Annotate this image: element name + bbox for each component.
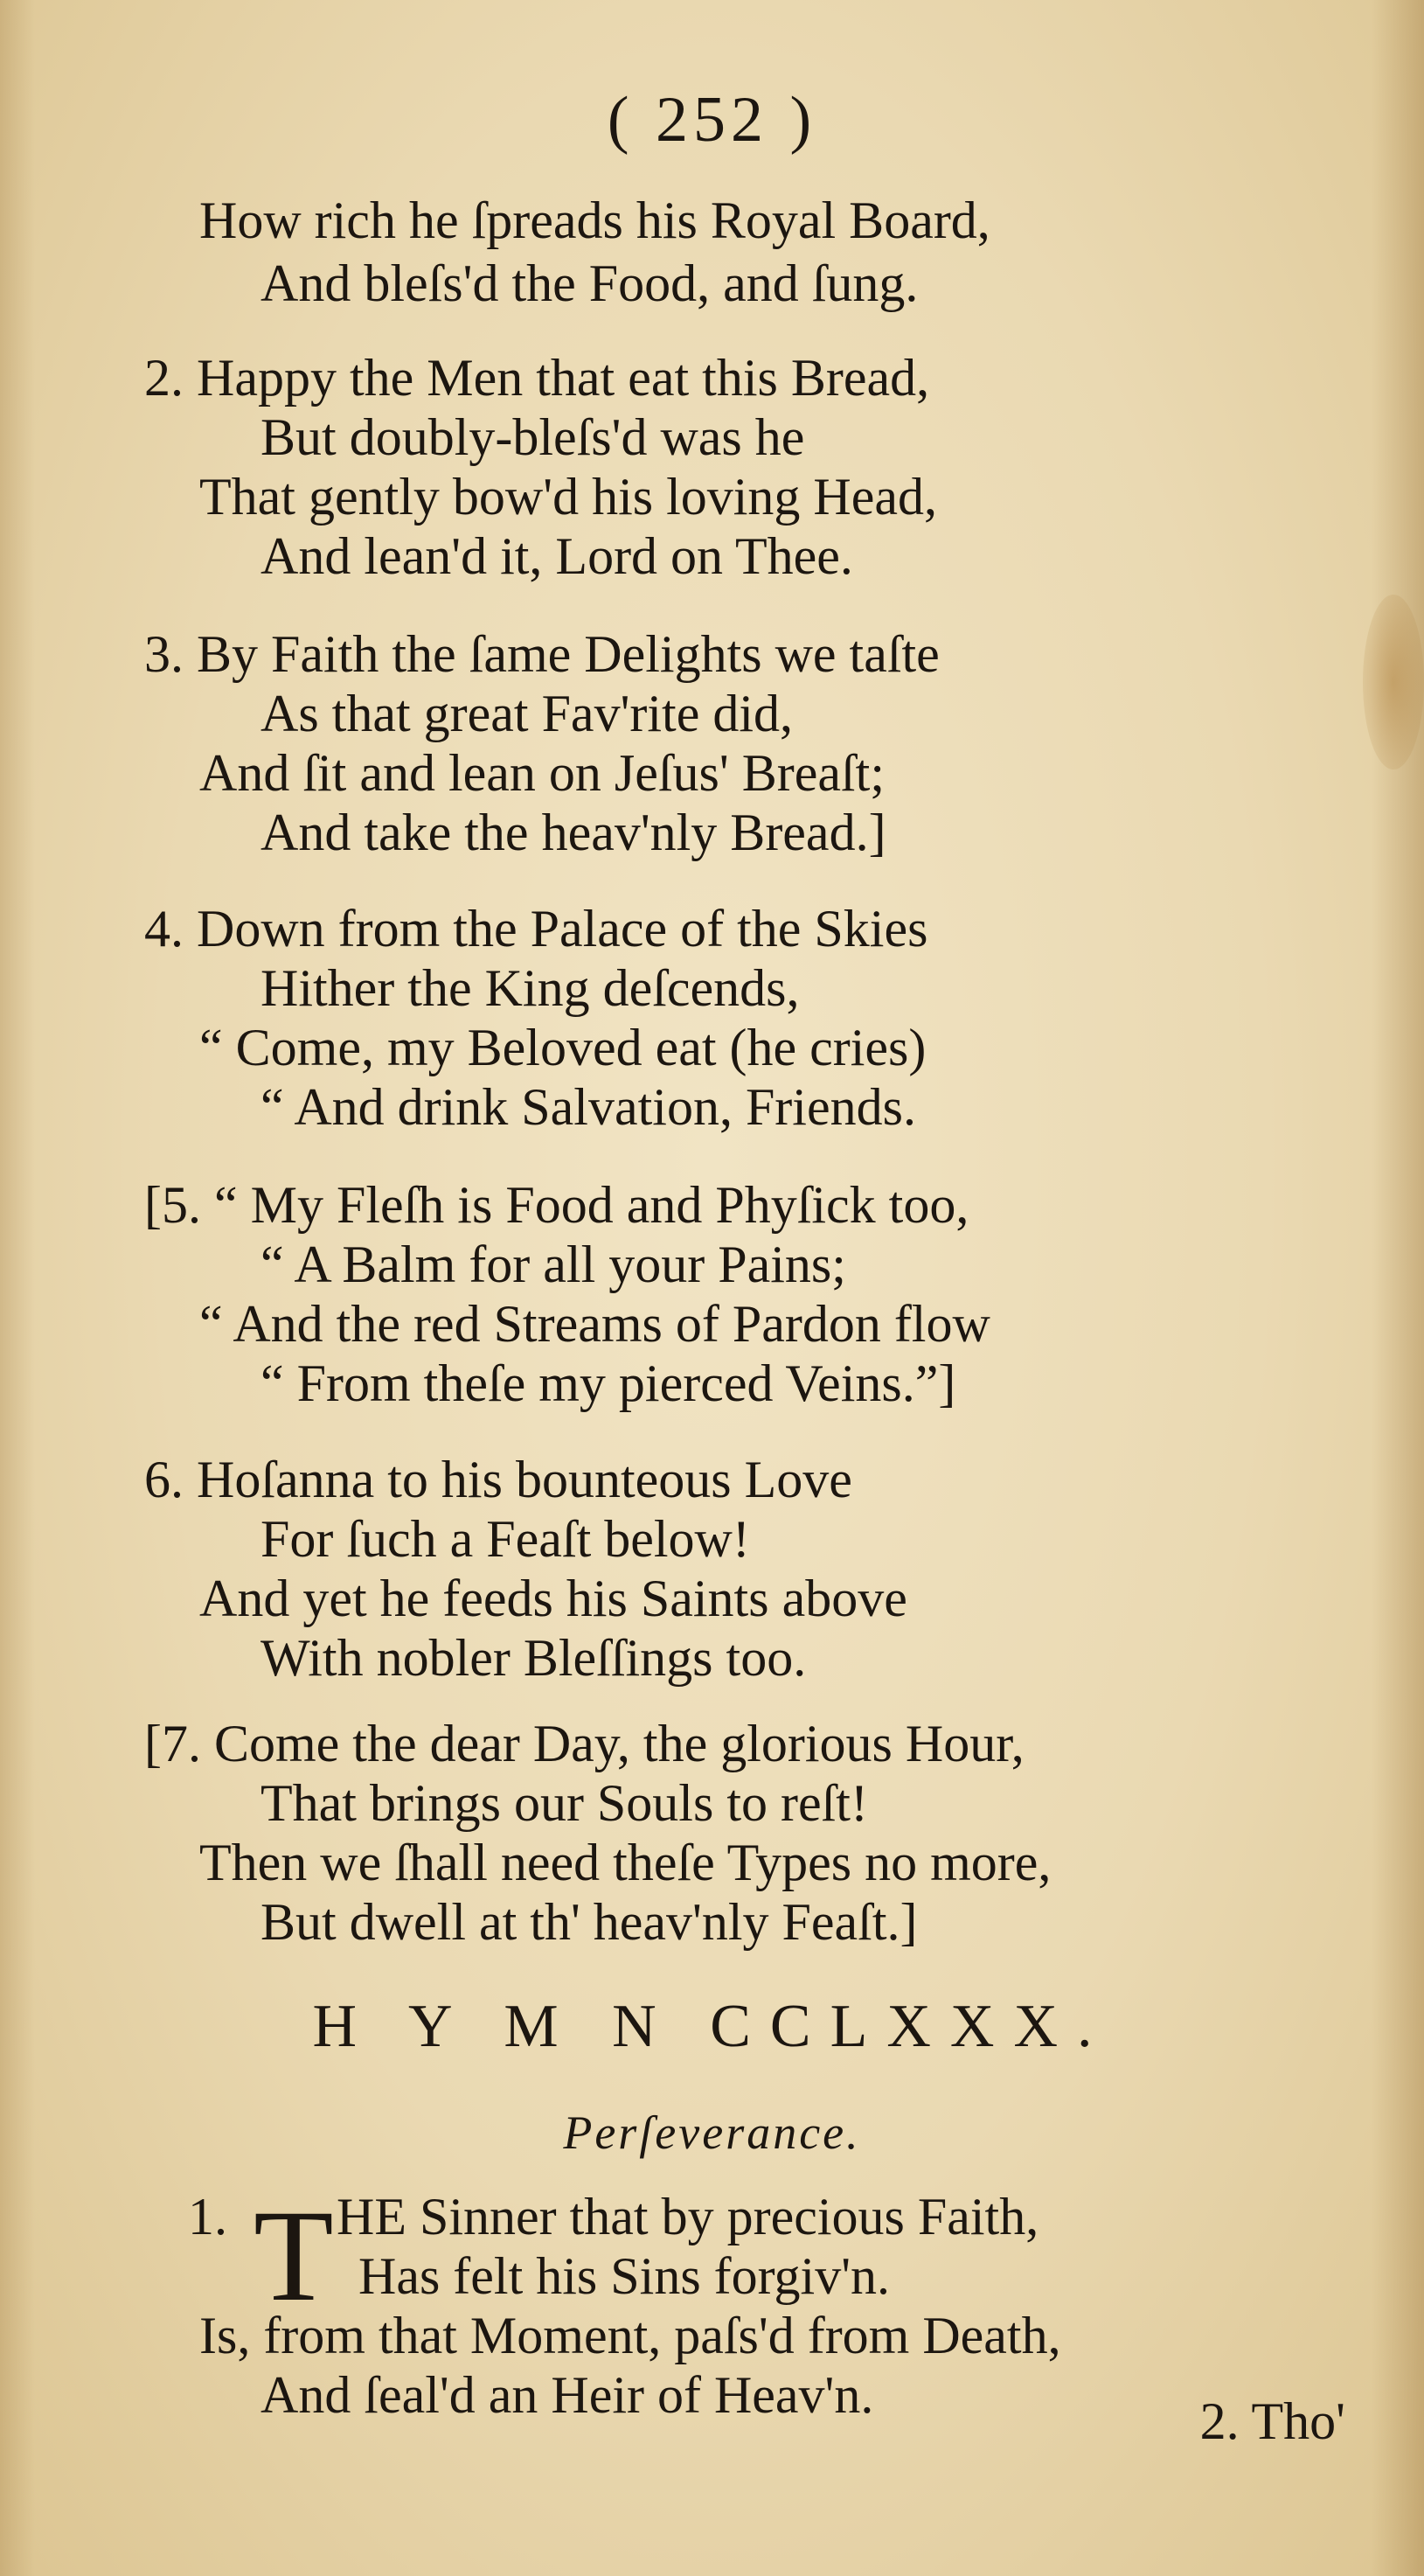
verse-line: 2. Happy the Men that eat this Bread, <box>144 349 930 407</box>
page-edge-shadow-right <box>1372 0 1424 2576</box>
verse-line: But dwell at th' heav'nly Feaſt.] <box>260 1893 918 1951</box>
verse-line: With nobler Bleſſings too. <box>260 1629 807 1687</box>
verse-line: “ And drink Salvation, Friends. <box>260 1078 916 1136</box>
verse-line: And bleſs'd the Food, and ſung. <box>260 254 919 312</box>
hymn-heading: H Y M N CCLXXX. <box>312 1993 1112 2060</box>
verse-line: How rich he ſpreads his Royal Board, <box>199 191 990 249</box>
verse-line: [7. Come the dear Day, the glorious Hour, <box>144 1715 1025 1772</box>
verse-line: But doubly-bleſs'd was he <box>260 408 805 466</box>
page-edge-shadow-left <box>0 0 35 2576</box>
verse-line: That gently bow'd his loving Head, <box>199 468 938 526</box>
verse-line: [5. “ My Fleſh is Food and Phyſick too, <box>144 1176 969 1234</box>
verse-line: That brings our Souls to reſt! <box>260 1774 868 1832</box>
verse-line: “ From theſe my pierced Veins.”] <box>260 1354 956 1412</box>
verse-line: Is, from that Moment, paſs'd from Death, <box>199 2307 1061 2364</box>
paper-stain <box>1363 595 1424 769</box>
verse-line: Then we ſhall need theſe Types no more, <box>199 1834 1052 1891</box>
verse-line: “ And the red Streams of Pardon flow <box>199 1295 990 1353</box>
page-number: ( 252 ) <box>607 84 817 156</box>
verse-line: As that great Fav'rite did, <box>260 685 793 742</box>
verse-line: HE Sinner that by precious Faith, <box>337 2188 1039 2245</box>
verse-line: And ſeal'd an Heir of Heav'n. <box>260 2366 874 2424</box>
verse-line: “ Come, my Beloved eat (he cries) <box>199 1019 927 1076</box>
verse-line: Has felt his Sins forgiv'n. <box>358 2247 891 2305</box>
verse-line: “ A Balm for all your Pains; <box>260 1236 846 1293</box>
verse-line: 6. Hoſanna to his bounteous Love <box>144 1451 852 1508</box>
verse-line: And ſit and lean on Jeſus' Breaſt; <box>199 744 885 802</box>
verse-line: And take the heav'nly Bread.] <box>260 804 886 861</box>
drop-cap: T <box>254 2183 334 2329</box>
verse-line: 3. By Faith the ſame Delights we taſte <box>144 625 940 683</box>
stanza-number: 1. <box>188 2188 227 2245</box>
verse-line: For ſuch a Feaſt below! <box>260 1510 750 1568</box>
catchword: 2. Tho' <box>1199 2392 1345 2450</box>
verse-line: And lean'd it, Lord on Thee. <box>260 527 853 585</box>
verse-line: Hither the King deſcends, <box>260 959 800 1017</box>
verse-line: And yet he feeds his Saints above <box>199 1570 907 1627</box>
hymn-subtitle: Perſeverance. <box>563 2106 861 2159</box>
verse-line: 4. Down from the Palace of the Skies <box>144 900 928 957</box>
